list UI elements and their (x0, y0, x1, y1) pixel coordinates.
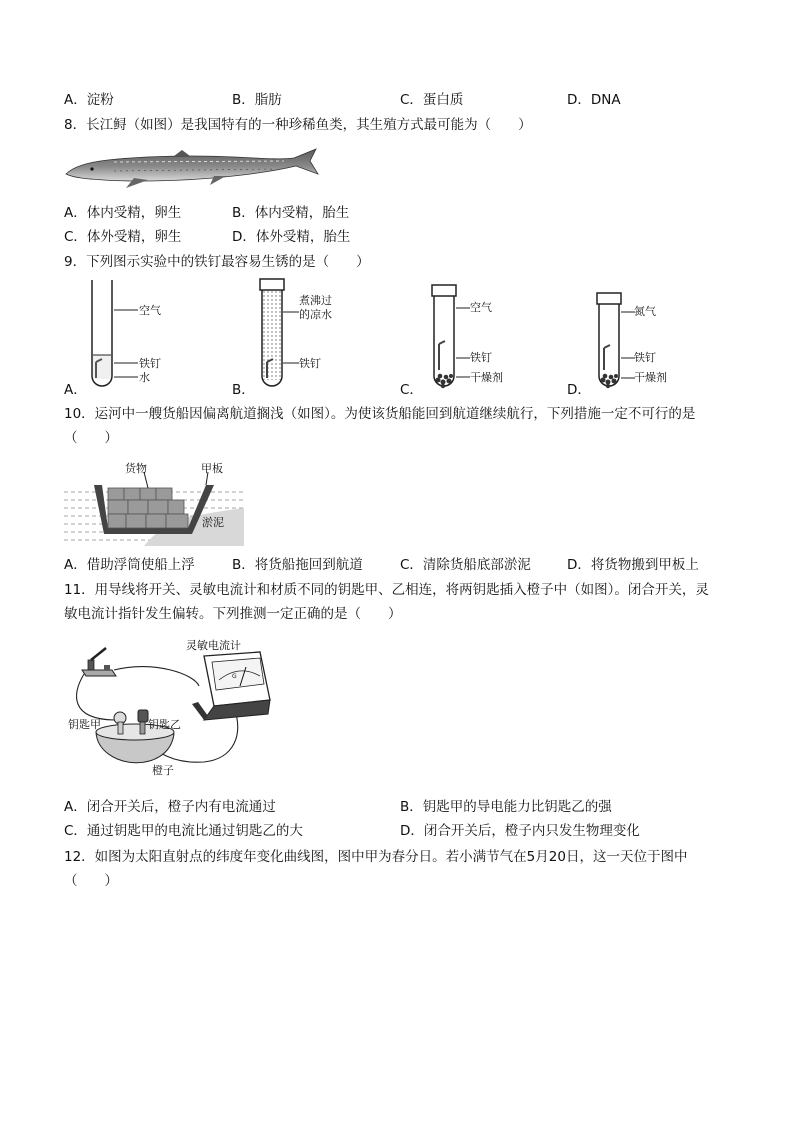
q8-option-d: D．体外受精，胎生 (232, 229, 351, 245)
q10-stem-line2: （ ） (64, 430, 118, 446)
q12-stem-line2: （ ） (64, 873, 118, 889)
q11-option-d: D．闭合开关后，橙子内只发生物理变化 (400, 823, 640, 839)
fig-c-desiccant-label: 干燥剂 (470, 371, 503, 384)
fig-key-a-label: 钥匙甲 (68, 718, 101, 731)
fig-deck-label: 甲板 (201, 462, 223, 475)
q7-option-d: D．DNA (567, 92, 621, 108)
test-tube-d (595, 292, 623, 390)
meter-g-label: G (232, 673, 237, 680)
fig-b-water-label-1: 煮沸过 (299, 294, 332, 307)
q8-option-c: C．体外受精，卵生 (64, 229, 182, 245)
q9-option-b: B． (232, 382, 255, 398)
fig-orange-label: 橙子 (152, 764, 174, 777)
q8-stem: 8．长江鲟（如图）是我国特有的一种珍稀鱼类，其生殖方式最可能为（ ） (64, 117, 532, 133)
q8-option-b: B．体内受精，胎生 (232, 205, 350, 221)
q10-option-b: B．将货船拖回到航道 (232, 557, 363, 573)
q10-stem-line1: 10．运河中一艘货船因偏离航道搁浅（如图）。为使该货船能回到航道继续航行，下列措施一定不可行的是 (64, 406, 696, 422)
q8-option-a: A．体内受精，卵生 (64, 205, 182, 221)
q9-option-c: C． (400, 382, 423, 398)
fig-b-water-label-2: 的凉水 (299, 308, 332, 321)
q11-option-c: C．通过钥匙甲的电流比通过钥匙乙的大 (64, 823, 303, 839)
q10-option-c: C．清除货船底部淤泥 (400, 557, 531, 573)
q11-option-a: A．闭合开关后，橙子内有电流通过 (64, 799, 276, 815)
fig-a-nail-label: 铁钉 (139, 357, 161, 370)
fig-c-air-label: 空气 (470, 301, 492, 314)
q7-option-a: A．淀粉 (64, 92, 114, 108)
fig-silt-label: 淤泥 (202, 516, 224, 529)
q11-stem-line1: 11．用导线将开关、灵敏电流计和材质不同的钥匙甲、乙相连，将两钥匙插入橙子中（如图）。闭合开关，灵 (64, 582, 709, 598)
fig-meter-label: 灵敏电流计 (186, 639, 241, 652)
q10-option-d: D．将货物搬到甲板上 (567, 557, 699, 573)
fig-b-nail-label: 铁钉 (299, 357, 321, 370)
sturgeon-image (64, 144, 320, 192)
q7-option-c: C．蛋白质 (400, 92, 464, 108)
fig-d-nitrogen-label: 氮气 (634, 305, 656, 318)
q11-stem-line2: 敏电流计指针发生偏转。下列推测一定正确的是（ ） (64, 606, 402, 622)
q10-option-a: A．借助浮筒使船上浮 (64, 557, 195, 573)
q9-option-d: D． (567, 382, 591, 398)
fig-d-nail-label: 铁钉 (634, 351, 656, 364)
switch-icon (82, 648, 116, 676)
fig-key-b-label: 钥匙乙 (148, 718, 181, 731)
fig-a-air-label: 空气 (139, 304, 161, 317)
q9-option-a: A． (64, 382, 87, 398)
fig-cargo-label: 货物 (125, 462, 147, 475)
test-tube-c (430, 284, 458, 390)
fig-c-nail-label: 铁钉 (470, 351, 492, 364)
q11-option-b: B．钥匙甲的导电能力比钥匙乙的强 (400, 799, 612, 815)
leader-lines-a (112, 300, 142, 390)
test-tube-a (90, 280, 114, 390)
q7-option-b: B．脂肪 (232, 92, 282, 108)
orange-battery-figure (64, 634, 294, 790)
q9-stem: 9．下列图示实验中的铁钉最容易生锈的是（ ） (64, 254, 370, 270)
fig-a-water-label: 水 (139, 371, 150, 384)
galvanometer-icon (192, 652, 270, 720)
test-tube-b (258, 278, 286, 390)
fig-d-desiccant-label: 干燥剂 (634, 371, 667, 384)
q12-stem-line1: 12．如图为太阳直射点的纬度年变化曲线图，图中甲为春分日。若小满节气在5月20日，这一天位于图中 (64, 849, 688, 865)
